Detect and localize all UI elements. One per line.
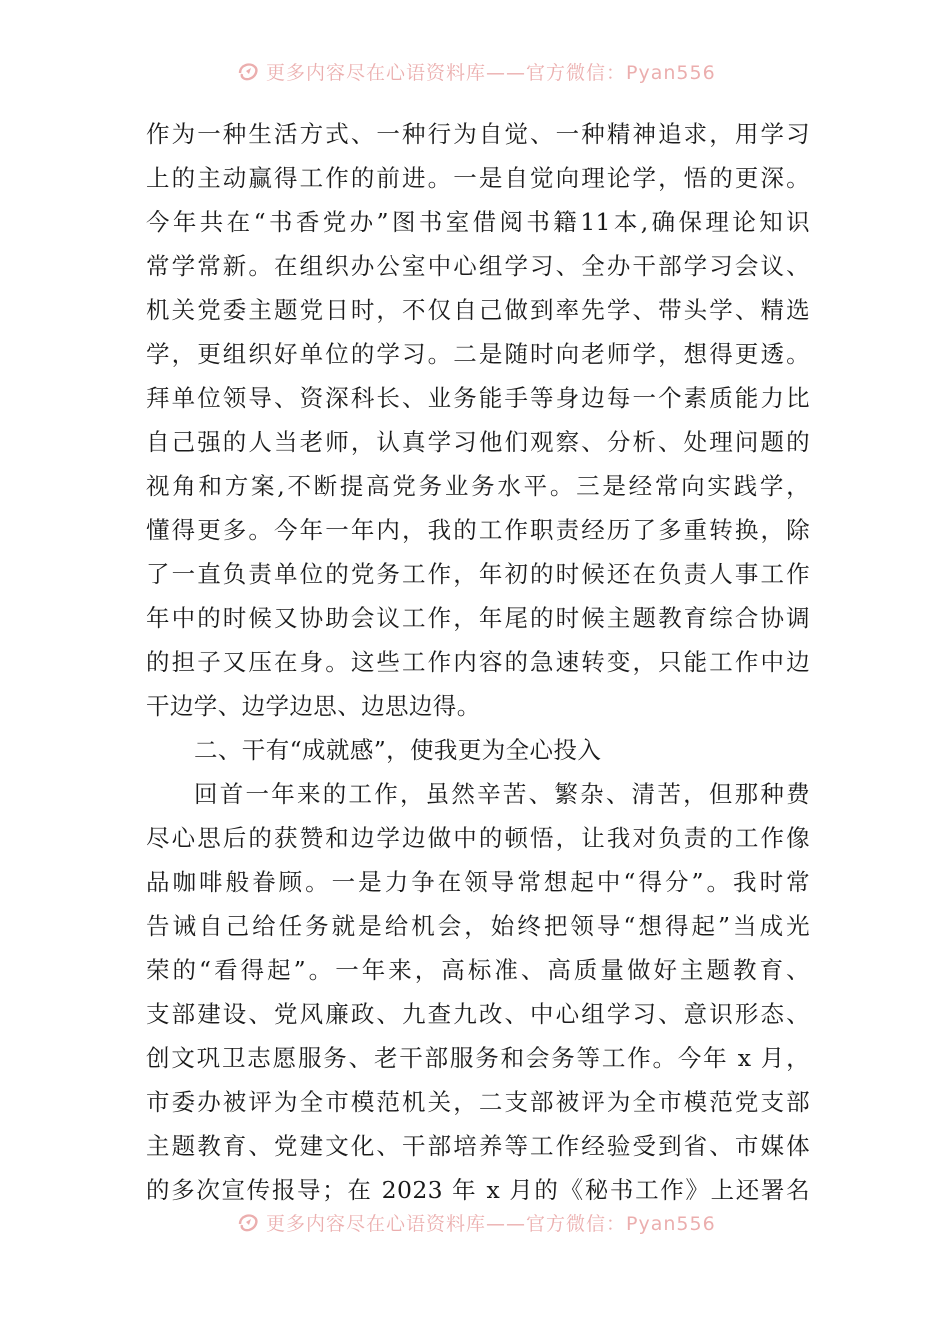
text-line: 品咖啡般眷顾。一是力争在领导常想起中“得分”。我时常	[146, 868, 810, 896]
text-line: 自己强的人当老师，认真学习他们观察、分析、处理问题的	[146, 428, 810, 456]
watermark-text: 更多内容尽在心语资料库——官方微信：Pyan556	[266, 61, 716, 84]
text-line: 市委办被评为全市模范机关，二支部被评为全市模范党支部	[146, 1088, 810, 1116]
text-line: 了一直负责单位的党务工作，年初的时候还在负责人事工作	[146, 560, 810, 588]
text-line: 的多次宣传报导；在 2023 年 x 月的《秘书工作》上还署名	[146, 1176, 810, 1204]
text-line: 干边学、边学边思、边思边得。	[146, 692, 481, 720]
text-line: 作为一种生活方式、一种行为自觉、一种精神追求，用学习	[146, 120, 810, 148]
text-line: 上的主动赢得工作的前进。一是自觉向理论学，悟的更深。	[146, 164, 810, 192]
watermark-header	[236, 56, 756, 86]
text-line: 主题教育、党建文化、干部培养等工作经验受到省、市媒体	[146, 1132, 810, 1160]
section-heading: 二、干有“成就感”，使我更为全心投入	[194, 736, 602, 764]
document-body	[146, 112, 810, 1212]
watermark-logo-icon	[236, 1210, 260, 1234]
text-line: 荣的“看得起”。一年来，高标准、高质量做好主题教育、	[146, 956, 810, 984]
text-line: 回首一年来的工作，虽然辛苦、繁杂、清苦，但那种费	[194, 780, 810, 808]
text-line: 视角和方案,不断提高党务业务水平。三是经常向实践学，	[146, 472, 810, 500]
text-line: 懂得更多。今年一年内，我的工作职责经历了多重转换，除	[146, 516, 810, 544]
text-line: 机关党委主题党日时，不仅自己做到率先学、带头学、精选	[146, 296, 810, 324]
watermark-footer	[236, 1207, 756, 1237]
text-line: 支部建设、党风廉政、九查九改、中心组学习、意识形态、	[146, 1000, 810, 1028]
watermark-text: 更多内容尽在心语资料库——官方微信：Pyan556	[266, 1212, 716, 1235]
paragraph	[146, 772, 810, 1212]
text-line: 告诫自己给任务就是给机会，始终把领导“想得起”当成光	[146, 912, 810, 940]
text-line: 拜单位领导、资深科长、业务能手等身边每一个素质能力比	[146, 384, 810, 412]
text-line: 今年共在“书香党办”图书室借阅书籍11本,确保理论知识	[146, 208, 810, 236]
text-line: 的担子又压在身。这些工作内容的急速转变，只能工作中边	[146, 648, 810, 676]
text-line: 常学常新。在组织办公室中心组学习、全办干部学习会议、	[146, 252, 810, 280]
watermark-logo-icon	[236, 59, 260, 83]
text-line: 年中的时候又协助会议工作，年尾的时候主题教育综合协调	[146, 604, 810, 632]
text-line: 创文巩卫志愿服务、老干部服务和会务等工作。今年 x 月，	[146, 1044, 810, 1072]
text-line: 学，更组织好单位的学习。二是随时向老师学，想得更透。	[146, 340, 810, 368]
paragraph	[146, 112, 810, 728]
text-line: 尽心思后的获赞和边学边做中的顿悟，让我对负责的工作像	[146, 824, 810, 852]
